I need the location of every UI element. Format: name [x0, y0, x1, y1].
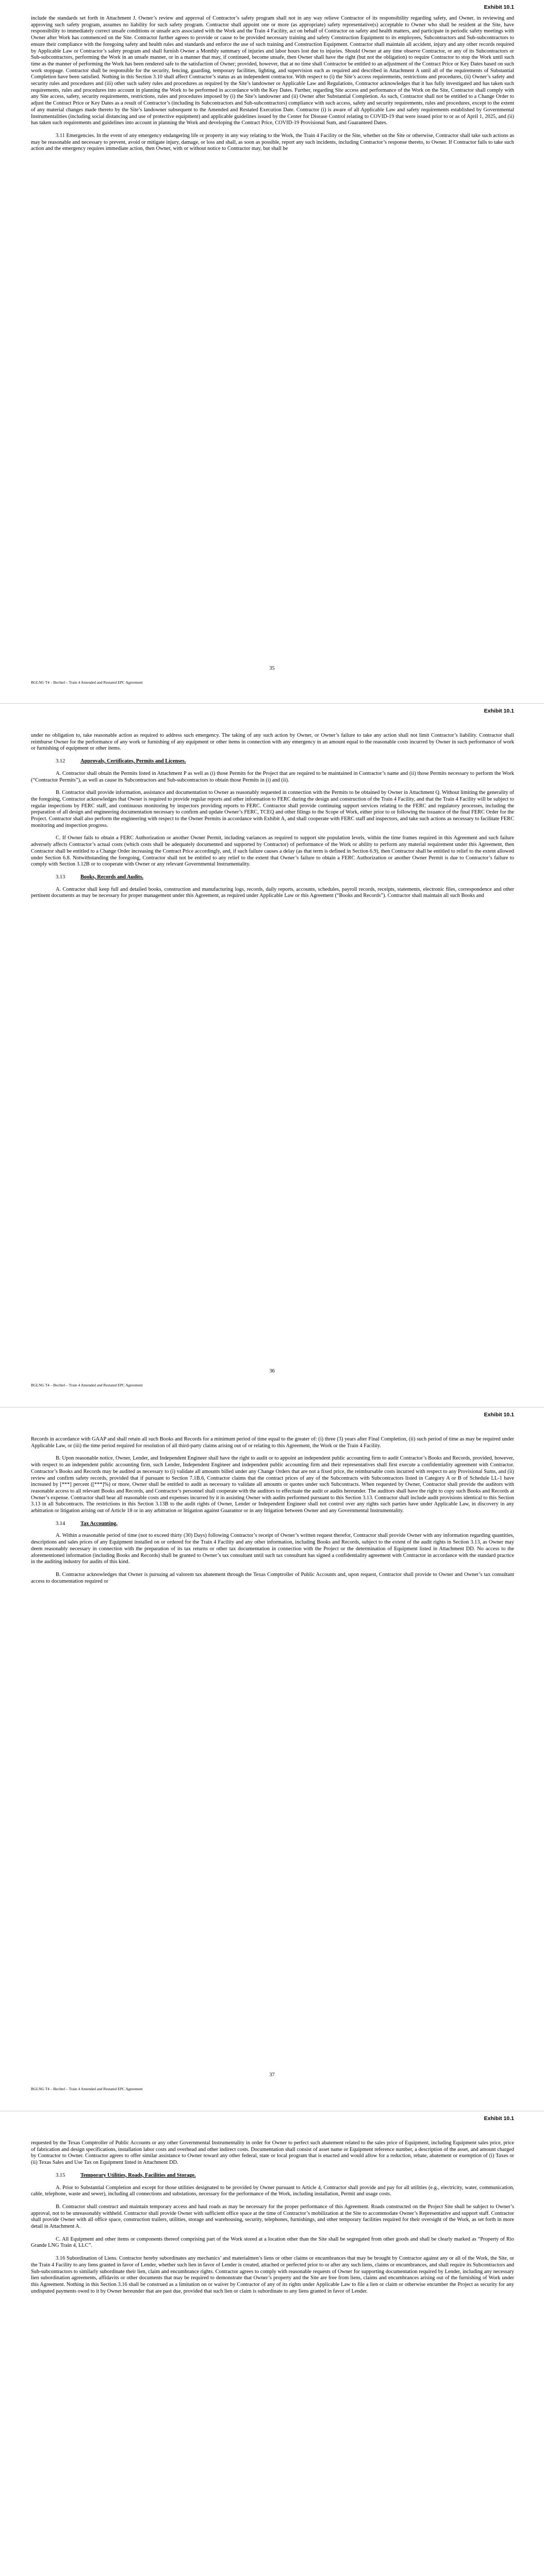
page-body [31, 2140, 514, 2301]
paragraph-safety-program: include the standards set forth in Attachment J. Owner’s review and approval of Contractor’s safety program shall not in any way relieve Contractor of its responsibility regarding safety, and Owner, in reviewing and approving such safety program, assumes no liability for such safety program. Contractor shall appoint one or more (as appropriate) safety representative(s) acceptable to Owner who shall be resident at the Site, have responsibility to immediately correct unsafe conditions or unsafe acts associated with the Work and the Train 4 Facility, act on behalf of Contractor on safety and health matters, and participate in periodic safety meetings with Owner after Work has commenced on the Site. Contractor further agrees to provide or cause to be provided necessary training and safety Construction Equipment to its employees, Subcontractors and Sub-subcontractors to ensure their compliance with the foregoing safety and health rules and standards and enforce the use of such training and Construction Equipment. Contractor shall maintain all accident, injury and any other records required by Applicable Law or Contractor’s safety program and shall furnish Owner a Monthly summary of injuries and labor hours lost due to injuries. Should Owner at any time observe Contractor, or any of its Subcontractors or Sub-subcontractors, performing the Work in an unsafe manner, or in a manner that may, if continued, become unsafe, then Owner shall have the right (but not the obligation) to require Contractor to stop the Work until such time as the manner of performing the Work has been rendered safe to the satisfaction of Owner; provided, however, that at no time shall Contractor be entitled to an adjustment of the Contract Price or Key Dates based on such work stoppage. Contractor shall be responsible for the security, fencing, guarding, temporary facilities, lighting, and supervision each as required and described in Attachment A until all of the requirements of Substantial Completion have been satisfied. Nothing in this Section 3.10 shall affect Contractor’s status as an independent contractor. With respect to (i) the Site’s access requirements, restrictions and procedures, (ii) Owner’s safety and security rules and procedures and (iii) other such safety rules and procedures as required by the Site’s landowner or Applicable Law and Regulations, Contractor acknowledges that it has fully investigated and has taken such requirements, rules and procedures into account in planning the Work to be performed in accordance with the Key Dates. Further, regarding Site access and performance of the Work on the Site, Contractor shall comply with any Site access, safety, security requirements, restrictions, rules and procedures imposed by (i) the Site’s landowner and (ii) Owner after Substantial Completion. As such, Contractor shall not be entitled to a Change Order to adjust the Contract Price or Key Dates as a result of Contractor’s (including its Subcontractors and Sub-subcontractors) compliance with such access, safety and security requirements, rules and procedures, except to the extent of any material changes made thereto by the Site’s landowner subsequent to the Amended and Restated Execution Date. Contractor (i) is aware of all Applicable Law and safety requirements established by Governmental Instrumentalities (including social distancing and use of protective equipment) and applicable guidelines issued by the Center for Disease Control relating to COVID-19 that were issued prior to or as of April 1, 2025, and (ii) has taken such requirements and guidelines into account in planning the Work and developing the Contract Price, COVID-19 Provisional Sum, and Guaranteed Dates. [31, 15, 514, 126]
paragraph-tax-abatement-continued: requested by the Texas Comptroller of Public Accounts or any other Governmental Instrumentality in order for Owner to perfect such abatement related to the sales price of Equipment, including Equipment sales price, price of fabrication and design specifications, installation labor costs and overhead and other indirect costs. Documentation shall consist of asset name or Equipment reference number, a description of the asset, and amount charged by Contractor to Owner. Contractor agrees to offer similar assistance to Owner toward any other federal, state or local program that is enacted and would allow for a reduction, rebate, abatement or exemption of (i) Taxes or (ii) Texas Sales and Use Tax on Equipment listed in Attachment DD. [31, 2140, 514, 2166]
heading-3-15-temporary-utilities [31, 2173, 514, 2179]
exhibit-label: Exhibit 10.1 [484, 2115, 514, 2122]
exhibit-label: Exhibit 10.1 [484, 4, 514, 10]
exhibit-label: Exhibit 10.1 [484, 1412, 514, 1418]
document-page-35 [0, 0, 544, 703]
page-body [31, 733, 514, 906]
paragraph-3-13-a: A. Contractor shall keep full and detailed books, construction and manufacturing logs, records, daily reports, accounts, schedules, payroll records, receipts, statements, electronic files, correspondence and other pertinent documents as may be necessary for proper management under this Agreement, as required under Applicable Law or this Agreement (“Books and Records”). Contractor shall maintain all such Books and [31, 886, 514, 899]
section-number: 3.14 [56, 1520, 65, 1527]
section-number: 3.12 [56, 758, 65, 765]
heading-3-13-books-records [31, 874, 514, 881]
exhibit-label: Exhibit 10.1 [484, 708, 514, 714]
section-number: 3.13 [56, 874, 65, 880]
paragraph-3-11-emergencies: 3.11 Emergencies. In the event of any emergency endangering life or property in any way relating to the Work, the Train 4 Facility or the Site, whether on the Site or otherwise, Contractor shall take such actions as may be reasonable and necessary to prevent, avoid or mitigate injury, damage, or loss and shall, as soon as possible, report any such incidents, including Contractor’s response thereto, to Owner. If Contractor fails to take such action and the emergency requires immediate action, then Owner, with or without notice to Contractor may, but shall be [31, 132, 514, 152]
paragraph-3-15-b: B. Contractor shall construct and maintain temporary access and haul roads as may be necessary for the proper performance of this Agreement. Roads constructed on the Project Site shall be subject to Owner’s approval, not to be unreasonably withheld. Contractor shall provide Owner with sufficient office space at the time of Contractor’s mobilization at the Site to accommodate Owner’s Representative and support staff. Contractor shall provide Owner with all office space, construction trailers, utilities, storage and warehousing, security, telephones, furnishings, and other temporary facilities required for their oversight of the Work, as set forth in more detail in Attachment A. [31, 2204, 514, 2230]
paragraph-3-14-a: A. Within a reasonable period of time (not to exceed thirty (30) Days) following Contractor’s receipt of Owner’s written request therefor, Contractor shall provide Owner with any information regarding quantities, descriptions and sales prices of any Equipment installed on or ordered for the Train 4 Facility and any other information, including Books and Records, subject to the extent of the audit rights in Section 3.13, as Owner may deem reasonably necessary in connection with the preparation of its tax returns or other tax documentation in connection with the Project or the determination of Equipment listed in Attachment DD. No access to the aforementioned information (including Books and Records) shall be granted to Owner’s tax consultant until such tax consultant has signed a confidentiality agreement with Contractor in accordance with the standard practice in the auditing industry for audits of this kind. [31, 1533, 514, 1565]
paragraph-3-12-c: C. If Owner fails to obtain a FERC Authorization or another Owner Permit, including variances as required to support site population levels, within the time frames required in this Agreement and such failure adversely affects Contractor’s actual costs (which costs shall be adequately documented and supported by Contractor) of performance of the Work or ability to perform any material requirement under this Agreement, then Contractor shall be entitled to a Change Order increasing the Contract Price accordingly, and, if such failure causes a delay (as that term is defined in Section 6.9), then Contractor shall be entitled to relief to the extent allowed under Section 6.8. Notwithstanding the foregoing, Contractor shall not be entitled to any relief to the extent that Owner’s failure to obtain a FERC Authorization or another Owner Permit is due to Contractor’s failure to comply with Section 3.12B or to cooperate with Owner or any relevant Governmental Instrumentality. [31, 835, 514, 868]
page-body [31, 1436, 514, 1591]
section-title: Tax Accounting. [80, 1520, 118, 1527]
document-page-36 [0, 704, 544, 1407]
section-title: Temporary Utilities, Roads, Facilities and Storage. [80, 2172, 196, 2178]
page-footer: BGLNG T4 – Bechtel – Train 4 Amended and Restated EPC Agreement [31, 2087, 143, 2091]
paragraph-3-15-c: C. All Equipment and other items or components thereof comprising part of the Work stored at a location other than the Site shall be segregated from other goods and shall be clearly marked as “Property of Rio Grande LNG Train 4, LLC”. [31, 2236, 514, 2249]
paragraph-3-13-b: B. Upon reasonable notice, Owner, Lender, and Independent Engineer shall have the right to audit or to appoint an independent public accounting firm to audit Contractor’s Books and Records, provided, however, with respect to an independent public accounting firm, such Lender, Independent Engineer and independent public accounting firm and their representatives shall first execute a confidentiality agreement with Contractor. Contractor’s Books and Records may be audited as necessary to (i) validate all amounts billed under any Change Orders that are not a fixed price, the reimbursable costs incurred with respect to any Provisional Sums, and (ii) review and confirm safety records, provided that if pursuant to Section 7.1B.6, Contractor claims that the contract prices of any of the Subcontracts with Subcontractors listed in Category A or B of Schedule LL-1 have increased by [***] percent ([***]%) or more, Owner shall be entitled to audit as necessary to validate all amounts or quotes under such Subcontracts. When requested by Owner, Contractor shall provide the auditors with reasonable access to all relevant Books and Records, and Contractor’s personnel shall cooperate with the auditors to effectuate the audit or audits hereunder. The auditors shall have the right to copy such Books and Records at Owner’s expense. Contractor shall bear all reasonable costs and expenses incurred by it in assisting Owner with audits performed pursuant to this Section 3.13. Contractor shall include audit provisions identical to this Section 3.13 in all Subcontracts. The restrictions in this Section 3.13B to the audit rights of Owner, Lender or Independent Engineer shall not control over any rights such parties have under Applicable Law, in discovery in any arbitration or litigation arising out of Article 18 or in any arbitration or litigation against Guarantor or in any litigation between Owner and any Governmental Instrumentality. [31, 1455, 514, 1514]
paragraph-3-12-b: B. Contractor shall provide information, assistance and documentation to Owner as reasonably requested in connection with the Permits to be obtained by Owner in Attachment Q. Without limiting the generality of the foregoing, Contractor acknowledges that Owner is required to provide regular reports and other information to FERC during the design and construction of the Train 4 Facility, and that the Train 4 Facility will be subject to regular inspections by FERC staff, and continuous monitoring by inspectors providing reports to FERC. Contractor shall provide continuing support services relating to the FERC and regulatory processes, including the preparation of all design and engineering documentation necessary to confirm and update Owner’s FERC, TCEQ and other filings to the Scope of Work, either prior to or following the issuance of the final FERC Order for the Project. Contractor shall also perform the engineering with respect to the Owner Permits in accordance with Exhibit A, and shall cooperate with FERC staff and inspectors, and take such actions as necessary to facilitate FERC monitoring and inspection progress. [31, 790, 514, 828]
heading-3-14-tax-accounting [31, 1521, 514, 1528]
section-number: 3.15 [56, 2172, 65, 2178]
page-number: 35 [269, 666, 275, 671]
section-title: Approvals, Certificates, Permits and Licenses. [80, 758, 186, 765]
page-number: 36 [269, 1368, 275, 1374]
paragraph-3-16-subordination: 3.16 Subordination of Liens. Contractor hereby subordinates any mechanics’ and materialmen’s liens or other claims or encumbrances that may be brought by Contractor against any or all of the Work, the Site, or the Train 4 Facility to any liens granted in favor of Lender, whether such lien in favor of Lender is created, attached or perfected prior to or after any such liens, claims or encumbrances, and shall require its Subcontractors and Sub-subcontractors to similarly subordinate their lien, claim and encumbrance rights. Contractor agrees to comply with reasonable requests of Owner for supporting documentation required by Lender, including any necessary lien subordination agreements, affidavits or other documents that may be required to demonstrate that Owner’s property and the Site are free from liens, claims and encumbrances arising out of the furnishing of Work under this Agreement. Nothing in this Section 3.16 shall be construed as a limitation on or waiver by Contractor of any of its rights under Applicable Law to file a lien or claim or otherwise encumber the Project as security for any undisputed payments owed to it by Owner hereunder that are past due, provided that such lien or claim is subordinate to any liens granted in favor of Lender. [31, 2256, 514, 2294]
page-footer: BGLNG T4 – Bechtel – Train 4 Amended and Restated EPC Agreement [31, 680, 143, 685]
paragraph-3-15-a: A. Prior to Substantial Completion and except for those utilities designated to be provided by Owner pursuant to Article 4, Contractor shall provide and pay for all utilities (e.g., electricity, water, communication, cable, telephone, waste and sewer), including all connections and substations, necessary for the performance of the Work, including installation, Permit and usage costs. [31, 2184, 514, 2197]
heading-3-12-approvals [31, 758, 514, 765]
document-page-37 [0, 1408, 544, 2111]
paragraph-records-retention: Records in accordance with GAAP and shall retain all such Books and Records for a minimum period of time equal to the greater of: (i) three (3) years after Final Completion, (ii) such period of time as may be required under Applicable Law, or (iii) the time period required for resolution of all third-party claims arising out of or relating to this Agreement, the Work or the Train 4 Facility. [31, 1436, 514, 1449]
page-number: 37 [269, 2072, 275, 2078]
paragraph-3-12-a: A. Contractor shall obtain the Permits listed in Attachment P as well as (i) those Permits for the Project that are required to be maintained in Contractor’s name and (ii) those Permits necessary to perform the Work (“Contractor Permits”), as well as cause its Subcontractors and Sub-subcontractors to obtain those Permits in (i) and (ii). [31, 770, 514, 783]
section-title: Books, Records and Audits. [80, 874, 144, 880]
paragraph-3-14-b: B. Contractor acknowledges that Owner is pursuing ad valorem tax abatement through the Texas Comptroller of Public Accounts and, upon request, Contractor shall provide to Owner and Owner’s tax consultant access to documentation required or [31, 1571, 514, 1584]
paragraph-emergency-continued: under no obligation to, take reasonable action as required to address such emergency. The taking of any such action by Owner, or Owner’s failure to take any action shall not limit Contractor’s liability. Contractor shall reimburse Owner for the performance of any work or furnishing of any equipment or other items in connection with any emergency in an amount equal to the reasonable costs incurred by Owner in such performance of work or furnishing of equipment or other items. [31, 733, 514, 752]
page-footer: BGLNG T4 – Bechtel – Train 4 Amended and Restated EPC Agreement [31, 1383, 143, 1387]
page-body [31, 15, 514, 159]
document-page-38 [0, 2111, 544, 2576]
